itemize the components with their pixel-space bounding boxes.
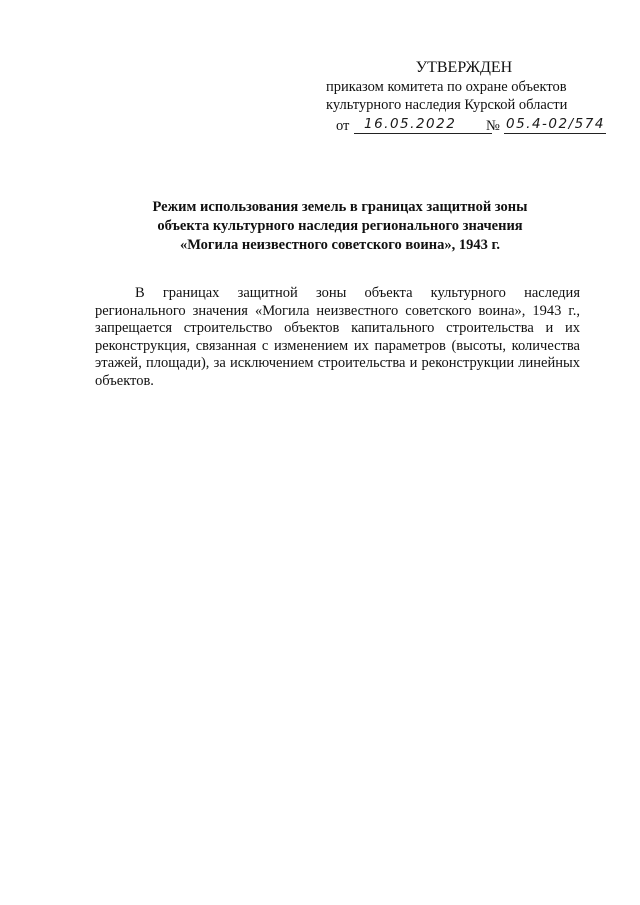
title-line-3: «Могила неизвестного советского воина», 1943 г. xyxy=(179,237,501,253)
number-label: № xyxy=(486,118,500,134)
approval-stamp xyxy=(300,58,600,114)
order-date-number-line xyxy=(334,116,624,138)
approval-committee-line: культурного наследия Курской области xyxy=(326,97,568,113)
approval-order-line: приказом комитета по охране объектов xyxy=(326,79,567,95)
body-paragraph: В границах защитной зоны объекта культурного наследия регионального значения «Могила неизвестного советского воина», 1943 г., запрещается строительство объектов капитального строительства и их реконструкция, связанная с изменением их параметров (высоты, количества этажей, площади), за исключением строительства и реконструкции линейных объектов. xyxy=(95,285,580,389)
number-underline xyxy=(504,133,606,134)
date-underline xyxy=(354,133,492,134)
date-value: 16.05.2022 xyxy=(364,116,457,132)
document-title xyxy=(100,198,580,255)
number-value: 05.4-02/574 xyxy=(506,116,605,132)
date-label: от xyxy=(336,118,350,134)
title-line-2: объекта культурного наследия регионального значения xyxy=(157,218,523,234)
title-line-1: Режим использования земель в границах защитной зоны xyxy=(152,199,528,215)
approved-heading: УТВЕРЖДЕН xyxy=(415,59,513,76)
